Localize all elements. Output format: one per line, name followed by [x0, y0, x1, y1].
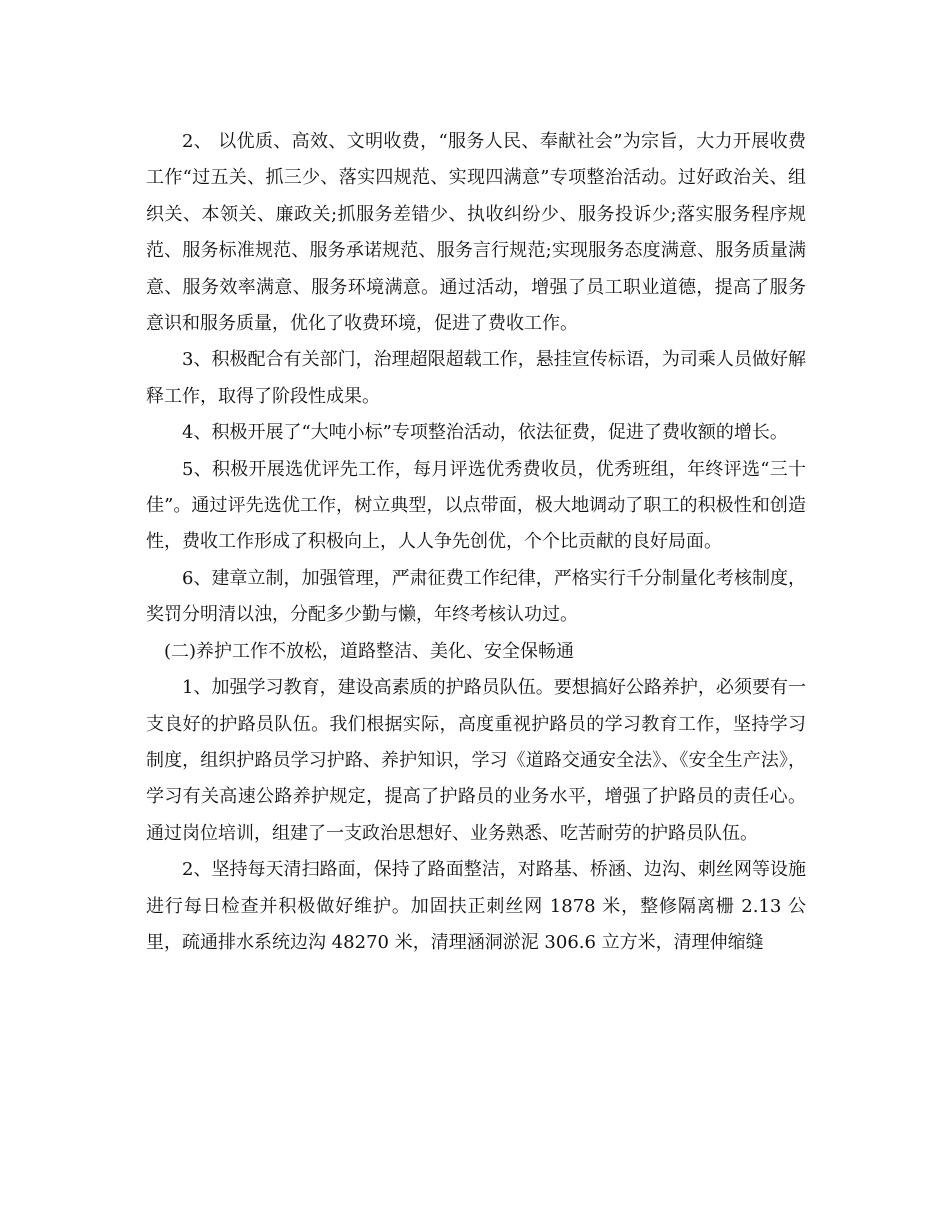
paragraph-toll-service-campaign: 2、 以优质、高效、文明收费，“服务人民、奉献社会”为宗旨，大力开展收费工作“过五关、抓三少、落实四规范、实现四满意”专项整治活动。过好政治关、组织关、本领关、廉政关;抓服务差错少、执收纠纷少、服务投诉少;落实服务程序规范、服务标准规范、服务承诺规范、服务言行规范;实现服务态度满意、服务质量满意、服务效率满意、服务环境满意。通过活动，增强了员工职业道德，提高了服务意识和服务质量，优化了收费环境，促进了费收工作。 [146, 131, 806, 335]
paragraph-merit-evaluation: 5、积极开展选优评先工作，每月评选优秀费收员，优秀班组，年终评选“三十佳”。通过评先选优工作，树立典型，以点带面，极大地调动了职工的积极性和创造性，费收工作形成了积极向上，人人争先创优，个个比贡献的良好局面。 [146, 458, 806, 553]
document-body [146, 124, 806, 961]
paragraph-rules-management: 6、建章立制，加强管理，严肃征费工作纪律，严格实行千分制量化考核制度，奖罚分明清以浊，分配多少勤与懒，年终考核认功过。 [146, 567, 806, 626]
paragraph-road-cleaning: 2、坚持每天清扫路面，保持了路面整洁，对路基、桥涵、边沟、刺丝网等设施进行每日检查并积极做好维护。加固扶正刺丝网 1878 米，整修隔离栅 2.13 公里，疏通排水系统边沟 48270 米，清理涵洞淤泥 306.6 立方米，清理伸缩缝 [146, 859, 806, 953]
paragraph-patrol-training: 1、加强学习教育，建设高素质的护路员队伍。要想搞好公路养护，必须要有一支良好的护路员队伍。我们根据实际，高度重视护路员的学习教育工作，坚持学习制度，组织护路员学习护路、养护知识，学习《道路交通安全法》、《安全生产法》，学习有关高速公路养护规定，提高了护路员的业务水平，增强了护路员的责任心。通过岗位培训，组建了一支政治思想好、业务熟悉、吃苦耐劳的护路员队伍。 [146, 677, 806, 844]
paragraph-overload-control: 3、积极配合有关部门，治理超限超载工作，悬挂宣传标语，为司乘人员做好解释工作，取得了阶段性成果。 [146, 349, 806, 407]
section-heading-maintenance: (二)养护工作不放松，道路整洁、美化、安全保畅通 [164, 640, 575, 662]
paragraph-tonnage-campaign: 4、积极开展了“大吨小标”专项整治活动，依法征费，促进了费收额的增长。 [182, 422, 788, 444]
